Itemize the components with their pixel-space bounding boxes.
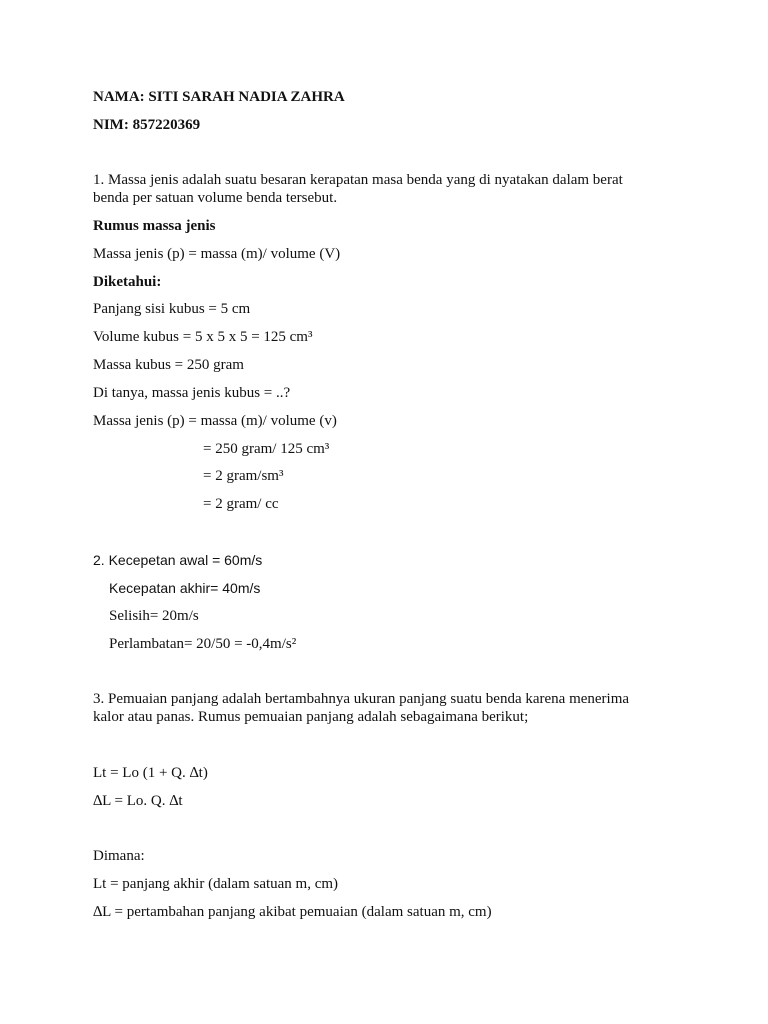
q2-deceleration: Perlambatan= 20/50 = -0,4m/s² — [109, 636, 297, 652]
q1-definition-line-2: benda per satuan volume benda tersebut. — [93, 190, 338, 206]
q1-formula-heading: Rumus massa jenis — [93, 218, 216, 234]
student-nim: NIM: 857220369 — [93, 117, 201, 133]
q1-known-mass: Massa kubus = 250 gram — [93, 357, 244, 373]
q2-difference: Selisih= 20m/s — [109, 608, 199, 624]
q3-where-heading: Dimana: — [93, 848, 145, 864]
q3-definition-lt: Lt = panjang akhir (dalam satuan m, cm) — [93, 876, 339, 892]
q1-known-volume: Volume kubus = 5 x 5 x 5 = 125 cm³ — [93, 329, 313, 345]
q1-calc-line-0: Massa jenis (p) = massa (m)/ volume (v) — [93, 413, 337, 429]
q3-definition-line-1: 3. Pemuaian panjang adalah bertambahnya ukuran panjang suatu benda karena menerima — [93, 691, 630, 707]
q3-formula-final-length: Lt = Lo (1 + Q. ∆t) — [93, 765, 208, 781]
q1-known-side: Panjang sisi kubus = 5 cm — [93, 301, 251, 317]
q3-definition-line-2: kalor atau panas. Rumus pemuaian panjang adalah sebagaimana berikut; — [93, 709, 529, 725]
student-name: NAMA: SITI SARAH NADIA ZAHRA — [93, 89, 345, 105]
q1-formula: Massa jenis (p) = massa (m)/ volume (V) — [93, 246, 341, 262]
q1-definition-line-1: 1. Massa jenis adalah suatu besaran kerapatan masa benda yang di nyatakan dalam berat — [93, 172, 623, 188]
q1-calc-line-2: = 2 gram/sm³ — [203, 468, 284, 484]
q3-formula-length-change: ∆L = Lo. Q. ∆t — [93, 793, 183, 809]
q1-question: Di tanya, massa jenis kubus = ..? — [93, 385, 291, 401]
q1-calc-line-3: = 2 gram/ cc — [203, 496, 279, 512]
q3-definition-delta-l: ∆L = pertambahan panjang akibat pemuaian (dalam satuan m, cm) — [93, 904, 492, 920]
q1-known-heading: Diketahui: — [93, 274, 162, 290]
q2-final-speed: Kecepatan akhir= 40m/s — [109, 580, 261, 596]
q2-initial-speed: 2. Kecepetan awal = 60m/s — [93, 552, 263, 568]
q1-calc-line-1: = 250 gram/ 125 cm³ — [203, 441, 330, 457]
